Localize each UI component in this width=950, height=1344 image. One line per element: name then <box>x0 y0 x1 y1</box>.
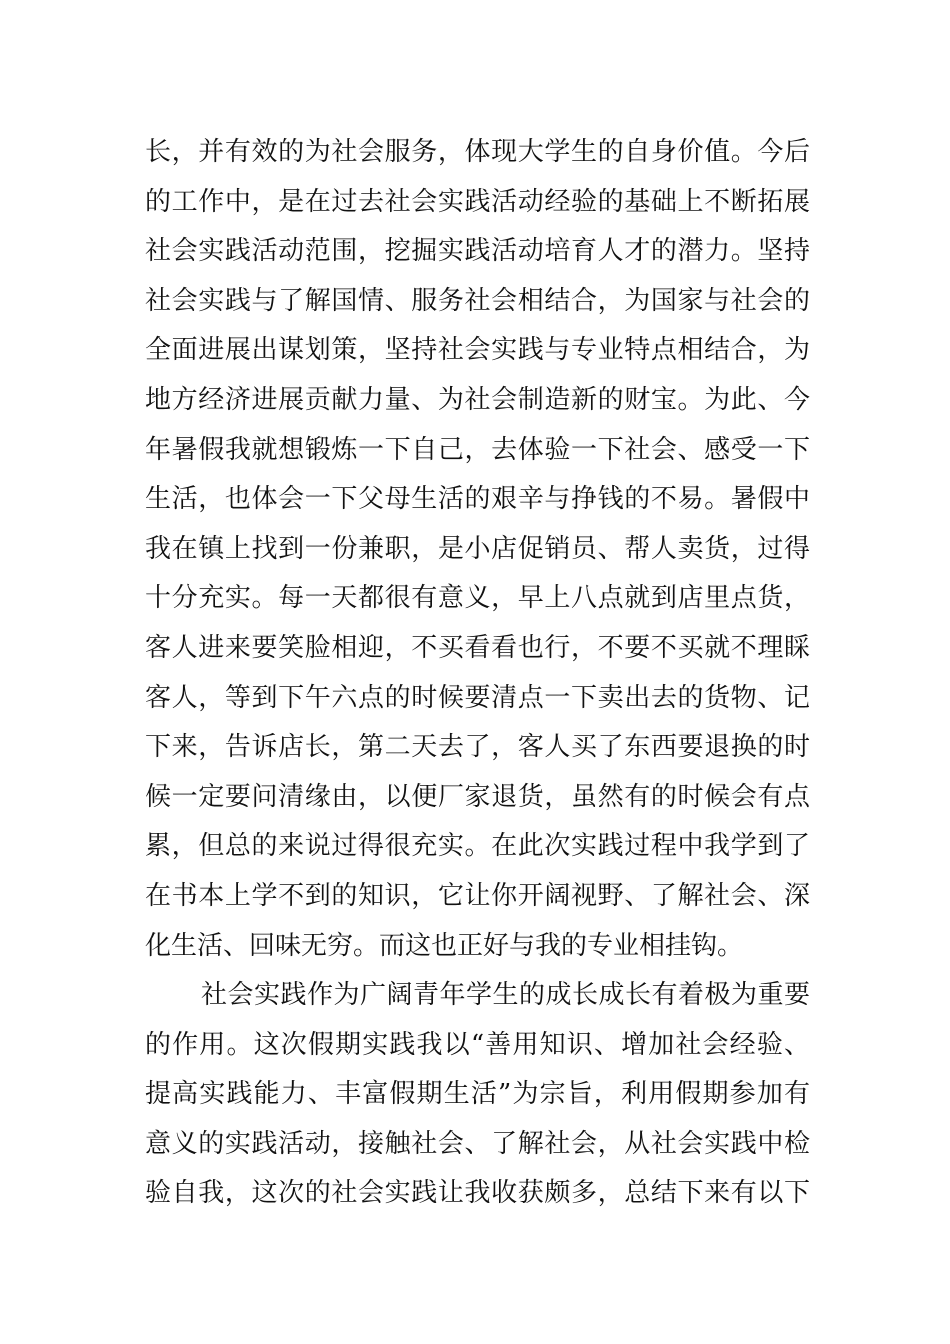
text-line: 在书本上学不到的知识，它让你开阔视野、了解社会、深 <box>145 880 810 911</box>
text-line: 提高实践能力、丰富假期生活”为宗旨，利用假期参加有 <box>145 1079 810 1110</box>
text-line: 社会实践活动范围，挖掘实践活动培育人才的潜力。坚持 <box>145 236 810 267</box>
body-text <box>145 128 810 1219</box>
text-line: 十分充实。每一天都很有意义，早上八点就到店里点货， <box>145 583 810 614</box>
text-line: 年暑假我就想锻炼一下自己，去体验一下社会、感受一下 <box>145 434 810 465</box>
text-line: 地方经济进展贡献力量、为社会制造新的财宝。为此、今 <box>145 384 810 415</box>
text-line: 意义的实践活动，接触社会、了解社会，从社会实践中检 <box>145 1128 810 1159</box>
paragraph-2 <box>145 971 810 1219</box>
text-line: 客人进来要笑脸相迎，不买看看也行，不要不买就不理睬 <box>145 632 810 663</box>
text-line: 我在镇上找到一份兼职，是小店促销员、帮人卖货，过得 <box>145 533 810 564</box>
text-line: 候一定要问清缘由，以便厂家退货，虽然有的时候会有点 <box>145 781 810 812</box>
text-line: 化生活、回味无穷。而这也正好与我的专业相挂钩。 <box>145 930 744 961</box>
text-line: 社会实践作为广阔青年学生的成长成长有着极为重要 <box>201 980 810 1011</box>
text-line: 长，并有效的为社会服务，体现大学生的自身价值。今后 <box>145 137 810 167</box>
text-line: 社会实践与了解国情、服务社会相结合，为国家与社会的 <box>145 285 810 316</box>
text-line: 客人，等到下午六点的时候要清点一下卖出去的货物、记 <box>145 682 810 713</box>
text-line: 下来，告诉店长，第二天去了，客人买了东西要退换的时 <box>145 732 810 763</box>
text-line: 累，但总的来说过得很充实。在此次实践过程中我学到了 <box>145 831 810 862</box>
text-line: 生活，也体会一下父母生活的艰辛与挣钱的不易。暑假中 <box>145 484 810 515</box>
text-line: 验自我，这次的社会实践让我收获颇多，总结下来有以下 <box>145 1178 810 1209</box>
text-line: 全面进展出谋划策，坚持社会实践与专业特点相结合，为 <box>145 335 810 366</box>
text-line: 的工作中，是在过去社会实践活动经验的基础上不断拓展 <box>145 186 810 217</box>
paragraph-1 <box>145 128 810 971</box>
text-line: 的作用。这次假期实践我以“善用知识、增加社会经验、 <box>145 1029 810 1060</box>
